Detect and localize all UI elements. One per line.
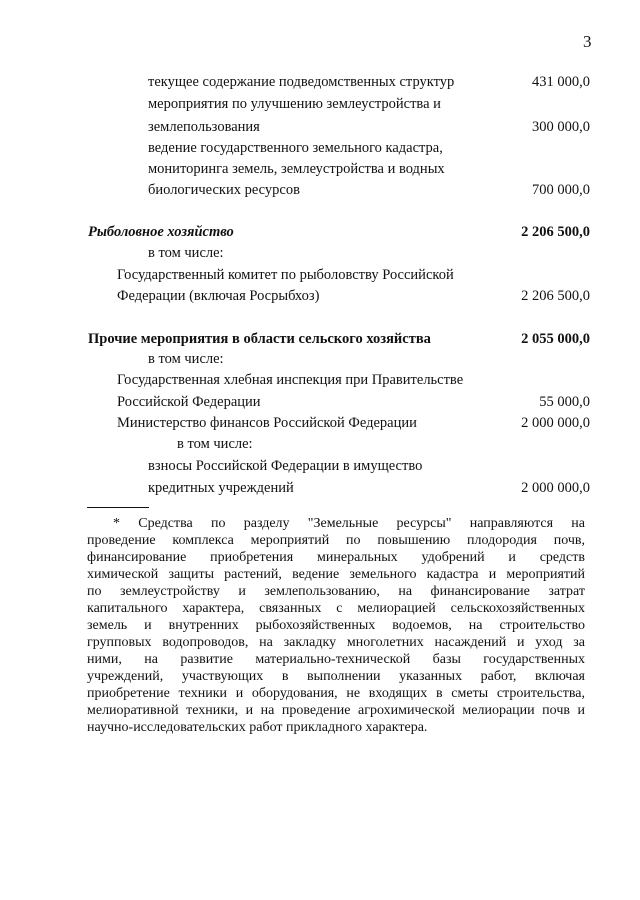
top-line-1: текущее содержание подведомственных структур [148,74,455,90]
fishery-item-amount: 2 206 500,0 [521,288,590,304]
minfin-line: Министерство финансов Российской Федерации [117,415,417,431]
top-amount-3: 700 000,0 [532,182,590,198]
other-title: Прочие мероприятия в области сельского хозяйства [88,331,431,347]
fishery-title: Рыболовное хозяйство [88,224,234,240]
top-amount-2: 300 000,0 [532,119,590,135]
fishery-including: в том числе: [148,245,224,261]
footnote-line-5: по землеустройству и землепользованию, на финансирование затрат [87,584,585,599]
footnote-line-12: мелиоративной техники, и на проведение агрохимической мелиорации почв и [87,703,585,718]
footnote-line-8: групповых водопроводов, на закладку многолетних насаждений и уход за [87,635,585,650]
minfin-amount: 2 000 000,0 [521,415,590,431]
top-amount-1: 431 000,0 [532,74,590,90]
footnote-line-11: приобретение техники и оборудования, не входящих в сметы строительства, [87,686,585,701]
grain-amount: 55 000,0 [539,394,590,410]
footnote-line-1: * Средства по разделу "Земельные ресурсы" направляются на [113,516,585,531]
other-total: 2 055 000,0 [521,331,590,347]
footnote-line-7: земель и внутренних рыбохозяйственных водоемов, на строительство [87,618,585,633]
other-including: в том числе: [148,351,224,367]
footnote-line-13: научно-исследовательских работ прикладного характера. [87,720,428,735]
top-line-6: биологических ресурсов [148,182,300,198]
footnote-line-2: проведение комплекса мероприятий по повышению плодородия почв, [87,533,585,548]
page-number: 3 [583,32,592,51]
top-line-5: мониторинга земель, землеустройства и водных [148,161,445,177]
footnote-rule [87,507,149,508]
footnote-line-4: химической защиты растений, ведение земельного кадастра и мероприятий [87,567,585,582]
footnote-line-3: финансирование приобретения минеральных удобрений и средств [87,550,585,565]
footnote-line-9: ними, на развитие материально-технической базы государственных [87,652,585,667]
top-line-4: ведение государственного земельного кадастра, [148,140,443,156]
top-line-3: землепользования [148,119,260,135]
grain-line-1: Государственная хлебная инспекция при Правительстве [117,372,464,388]
contrib-amount: 2 000 000,0 [521,480,590,496]
fishery-total: 2 206 500,0 [521,224,590,240]
grain-line-2: Российской Федерации [117,394,261,410]
footnote-line-6: капитального характера, связанных с мелиорацией сельскохозяйственных [87,601,585,616]
fishery-item-line-1: Государственный комитет по рыболовству Российской [117,267,454,283]
top-line-2: мероприятия по улучшению землеустройства и [148,96,441,112]
footnote-line-10: учреждений, участвующих в выполнении указанных работ, включая [87,669,585,684]
minfin-including: в том числе: [177,436,253,452]
contrib-line-1: взносы Российской Федерации в имущество [148,458,423,474]
fishery-item-line-2: Федерации (включая Росрыбхоз) [117,288,320,304]
contrib-line-2: кредитных учреждений [148,480,294,496]
